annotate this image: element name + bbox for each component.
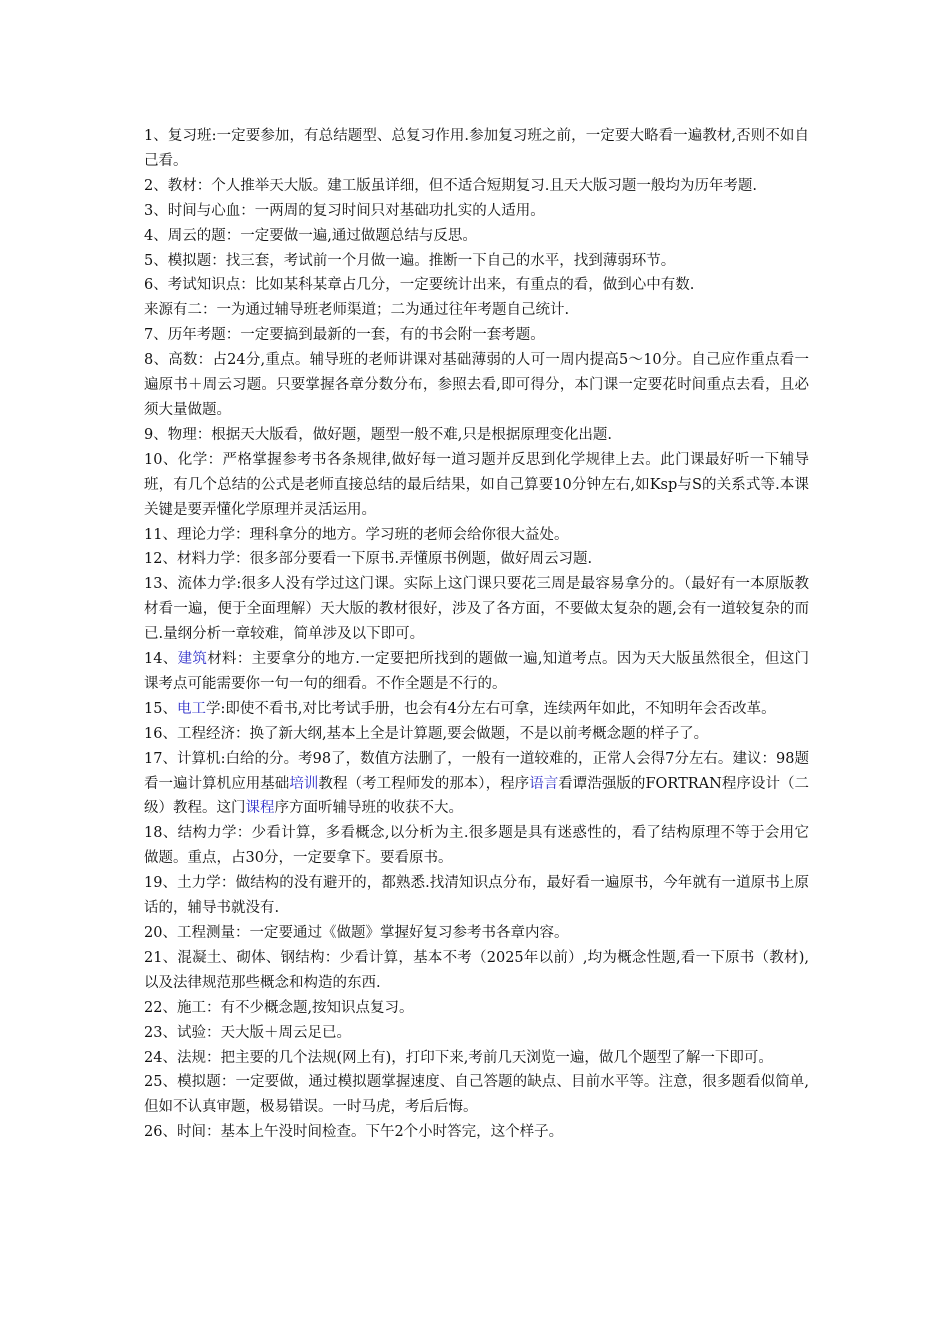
paragraph-10: 10、化学：严格掌握参考书各条规律,做好每一道习题并反思到化学规律上去。此门课最好听一下辅导班，有几个总结的公式是老师直接总结的最后结果，如自己算要10分钟左右,如Ksp与S的关系式等.本课关键是要弄懂化学原理并灵活运用。: [144, 451, 809, 518]
paragraph-18: 18、结构力学：少看计算，多看概念,以分析为主.很多题是具有迷惑性的，看了结构原理不等于会用它做题。重点，占30分，一定要拿下。要看原书。: [144, 825, 809, 867]
paragraph-20: 20、工程测量：一定要通过《做题》掌握好复习参考书各章内容。: [144, 925, 569, 941]
link-kecheng[interactable]: 课程: [245, 800, 275, 817]
paragraph-9: 9、物理：根据天大版看，做好题，题型一般不难,只是根据原理变化出题.: [144, 426, 612, 443]
link-jianzhu[interactable]: 建筑: [177, 651, 208, 668]
paragraph-8: 8、高数：占24分,重点。辅导班的老师讲课对基础薄弱的人可一周内提高5～10分。自己应作重点看一遍原书＋周云习题。只要掌握各章分数分布，参照去看,即可得分，本门课一定要花时间重点去看，且必须大量做题。: [144, 352, 809, 418]
paragraph-7: 7、历年考题：一定要搞到最新的一套，有的书会附一套考题。: [144, 327, 545, 344]
paragraph-13: 13、流体力学:很多人没有学过这门课。实际上这门课只要花三周是最容易拿分的。（最好有一本原版教材看一遍，便于全面理解）天大版的教材很好，涉及了各方面，不要做太复杂的题,会有一道较复杂的而已.量纲分析一章较难，简单涉及以下即可。: [144, 576, 809, 643]
paragraph-17-part-1: 17、计算机:白给的分。考98了，数值方法删了，一般有一道较难的，正常人会得7分左右。建议：98题看一遍计算机应用基础: [144, 750, 809, 792]
paragraph-14-prefix: 14、: [144, 651, 178, 668]
paragraph-16: 16、工程经济：换了新大纲,基本上全是计算题,要会做题，不是以前考概念题的样子了。: [144, 725, 709, 742]
paragraph-17-part-3: 看谭浩强版的FORTRAN程序设计（二级）教程。这门: [144, 775, 810, 817]
paragraph-14-rest: 材料：主要拿分的地方.一定要把所找到的题做一遍,知道考点。因为天大版虽然很全，但这门课考点可能需要你一句一句的细看。不作全题是不行的。: [144, 651, 810, 692]
paragraph-22: 22、施工：有不少概念题,按知识点复习。: [144, 999, 414, 1016]
paragraph-23: 23、试验：天大版＋周云足已。: [144, 1024, 351, 1041]
paragraph-3: 3、时间与心血：一两周的复习时间只对基础功扎实的人适用。: [144, 202, 545, 219]
paragraph-1: 1、复习班:一定要参加，有总结题型、总复习作用.参加复习班之前，一定要大略看一遍教材,否则不如自己看。: [144, 128, 809, 169]
paragraph-19: 19、土力学：做结构的没有避开的，都熟悉.找清知识点分布，最好看一遍原书，今年就有一道原书上原话的，辅导书就没有.: [144, 875, 809, 917]
link-peixun[interactable]: 培训: [289, 775, 319, 792]
paragraph-17: [144, 747, 809, 822]
link-diangong[interactable]: 电工: [176, 700, 206, 717]
paragraph-17-part-4: 序方面听辅导班的收获不大。: [274, 800, 463, 817]
paragraph-24: 24、法规：把主要的几个法规(网上有)，打印下来,考前几天浏览一遍，做几个题型了解一下即可。: [144, 1049, 773, 1066]
paragraph-5: 5、模拟题：找三套，考试前一个月做一遍。推断一下自己的水平，找到薄弱环节。: [144, 252, 676, 269]
paragraph-11: 11、理论力学：理科拿分的地方。学习班的老师会给你很大益处。: [144, 526, 569, 543]
paragraph-17-part-2: 教程（考工程师发的那本），程序: [318, 775, 530, 792]
paragraph-6: 6、考试知识点：比如某科某章占几分，一定要统计出来，有重点的看，做到心中有数.: [144, 277, 695, 294]
paragraph-21: 21、混凝土、砌体、钢结构：少看计算，基本不考（2025年以前）,均为概念性题,看一下原书（教材),以及法律规范那些概念和构造的东西.: [144, 949, 809, 991]
paragraph-12: 12、材料力学：很多部分要看一下原书.弄懂原书例题，做好周云习题.: [144, 551, 593, 568]
document-body: [144, 124, 809, 1145]
paragraph-2: 2、教材：个人推举天大版。建工版虽详细，但不适合短期复习.且天大版习题一般均为历年考题.: [144, 177, 757, 194]
paragraph-25: 25、模拟题：一定要做，通过模拟题掌握速度、自己答题的缺点、目前水平等。注意，很多题看似简单,但如不认真审题，极易错误。一时马虎，考后后悔。: [144, 1074, 809, 1116]
paragraph-15: [144, 697, 809, 722]
paragraph-14: [144, 647, 809, 697]
paragraph-15-prefix: 15、: [144, 700, 177, 717]
paragraph-15-rest: 学:即使不看书,对比考试手册，也会有4分左右可拿，连续两年如此，不知明年会否改革。: [205, 700, 776, 717]
paragraph-4: 4、周云的题：一定要做一遍,通过做题总结与反思。: [144, 227, 477, 244]
link-yuyan[interactable]: 语言: [529, 775, 559, 792]
paragraph-26: 26、时间：基本上午没时间检查。下午2个小时答完，这个样子。: [144, 1124, 564, 1141]
paragraph-6-source: 来源有二：一为通过辅导班老师渠道；二为通过往年考题自己统计.: [144, 302, 570, 319]
